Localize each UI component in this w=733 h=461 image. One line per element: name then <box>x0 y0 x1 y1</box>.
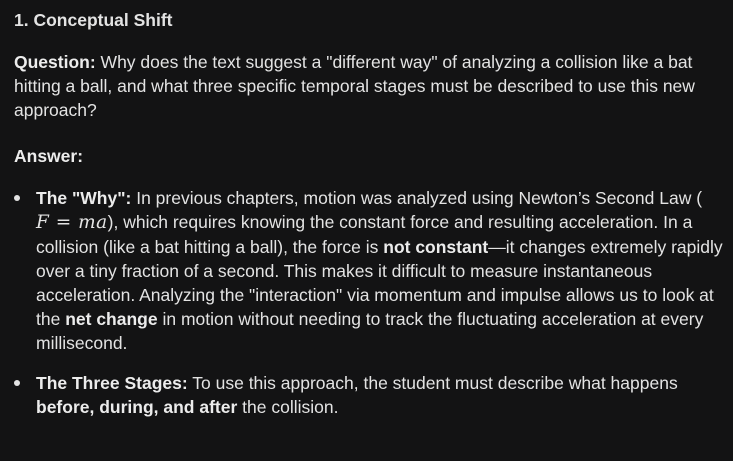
question-paragraph <box>14 50 726 122</box>
answer-label: Answer: <box>14 146 84 166</box>
stages-label: The Three Stages: <box>36 373 188 393</box>
why-bold-net-change: net change <box>65 309 158 329</box>
why-text-part-3: —it changes extremely rapidly over a tiny fraction of a second. This makes it difficult to measure instantaneous acceleration. Analyzing the "interaction" via momentum and impulse allows us to look at the <box>36 237 723 329</box>
list-item-three-stages <box>14 371 726 419</box>
why-text-part-1: In previous chapters, motion was analyzed using Newton’s Second Law ( <box>136 188 703 208</box>
answer-list <box>14 186 726 419</box>
response-content <box>14 8 726 419</box>
stages-text-part-1: To use this approach, the student must describe what happens <box>192 373 678 393</box>
why-bold-not-constant: not constant <box>383 237 489 257</box>
answer-paragraph <box>14 144 726 168</box>
bullet-icon <box>14 380 20 386</box>
section-title: 1. Conceptual Shift <box>14 10 173 30</box>
why-label: The "Why": <box>36 188 132 208</box>
stages-bold-before-during-after: before, during, and after <box>36 397 238 417</box>
question-text: Why does the text suggest a "different way" of analyzing a collision like a bat hitting a ball, and what three specific temporal stages must be described to use this new approach? <box>14 52 695 120</box>
bullet-icon <box>14 195 20 201</box>
why-text-part-2: ), which requires knowing the constant force and resulting acceleration. In a collision (like a bat hitting a ball), the force is <box>36 212 693 257</box>
formula-newton-second-law: F = ma <box>36 212 108 233</box>
why-text-part-4: in motion without needing to track the fluctuating acceleration at every millisecond. <box>36 309 704 353</box>
question-label: Question: <box>14 52 96 72</box>
list-item-why <box>14 186 726 355</box>
stages-text-part-2: the collision. <box>242 397 339 417</box>
